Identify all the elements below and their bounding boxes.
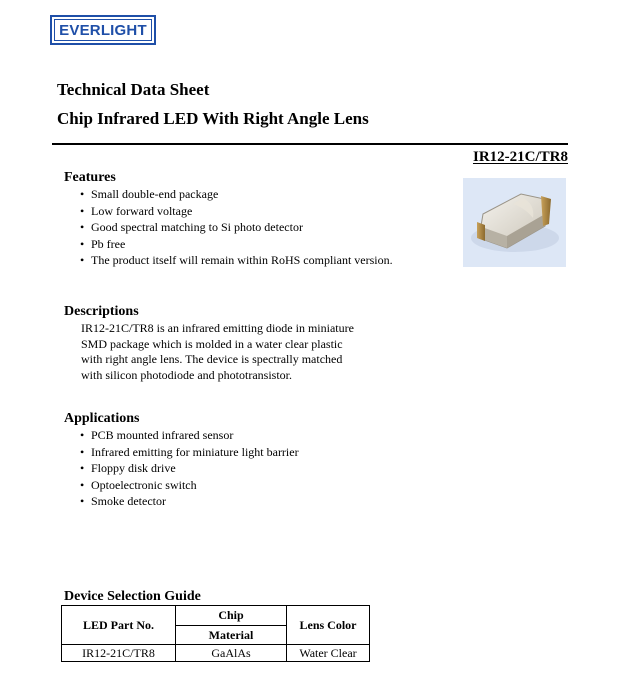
col-header-part: LED Part No. xyxy=(62,606,176,645)
table-row xyxy=(62,645,370,662)
list-item: • Floppy disk drive xyxy=(80,460,299,477)
cell-part: IR12-21C/TR8 xyxy=(62,645,176,662)
description-line: IR12-21C/TR8 is an infrared emitting diode in miniature xyxy=(81,321,354,335)
description-line: with right angle lens. The device is spectrally matched xyxy=(81,352,343,366)
col-header-lens: Lens Color xyxy=(287,606,370,645)
applications-list xyxy=(80,427,299,510)
cell-material: GaAlAs xyxy=(176,645,287,662)
product-title: Chip Infrared LED With Right Angle Lens xyxy=(57,109,369,128)
col-header-material: Material xyxy=(176,626,287,645)
list-item: • Pb free xyxy=(80,236,393,253)
product-photo xyxy=(463,178,566,267)
list-item: • Good spectral matching to Si photo detector xyxy=(80,219,393,236)
led-chip-image xyxy=(463,178,566,267)
list-item: • Infrared emitting for miniature light barrier xyxy=(80,444,299,461)
everlight-logo xyxy=(50,15,156,45)
applications-heading: Applications xyxy=(64,411,140,426)
list-item: • Low forward voltage xyxy=(80,203,393,220)
doc-type-title: Technical Data Sheet xyxy=(57,80,210,99)
descriptions-heading: Descriptions xyxy=(64,304,139,319)
logo-text: EVERLIGHT xyxy=(54,19,152,41)
descriptions-text xyxy=(81,321,354,383)
description-line: with silicon photodiode and phototransistor. xyxy=(81,367,292,382)
part-number: IR12-21C/TR8 xyxy=(472,149,568,165)
list-item: • Smoke detector xyxy=(80,493,299,510)
list-item: • Small double-end package xyxy=(80,186,393,203)
list-item: • PCB mounted infrared sensor xyxy=(80,427,299,444)
selection-guide-table xyxy=(61,605,370,662)
list-item: • The product itself will remain within RoHS compliant version. xyxy=(80,252,393,269)
header-divider xyxy=(52,143,568,145)
list-item: • Optoelectronic switch xyxy=(80,477,299,494)
selection-guide-heading: Device Selection Guide xyxy=(64,589,201,604)
features-heading: Features xyxy=(64,170,116,185)
description-line: SMD package which is molded in a water clear plastic xyxy=(81,336,343,351)
col-header-chip: Chip xyxy=(176,606,287,626)
cell-lens: Water Clear xyxy=(287,645,370,662)
selection-guide-table-wrap xyxy=(61,605,370,662)
features-list xyxy=(80,186,393,269)
